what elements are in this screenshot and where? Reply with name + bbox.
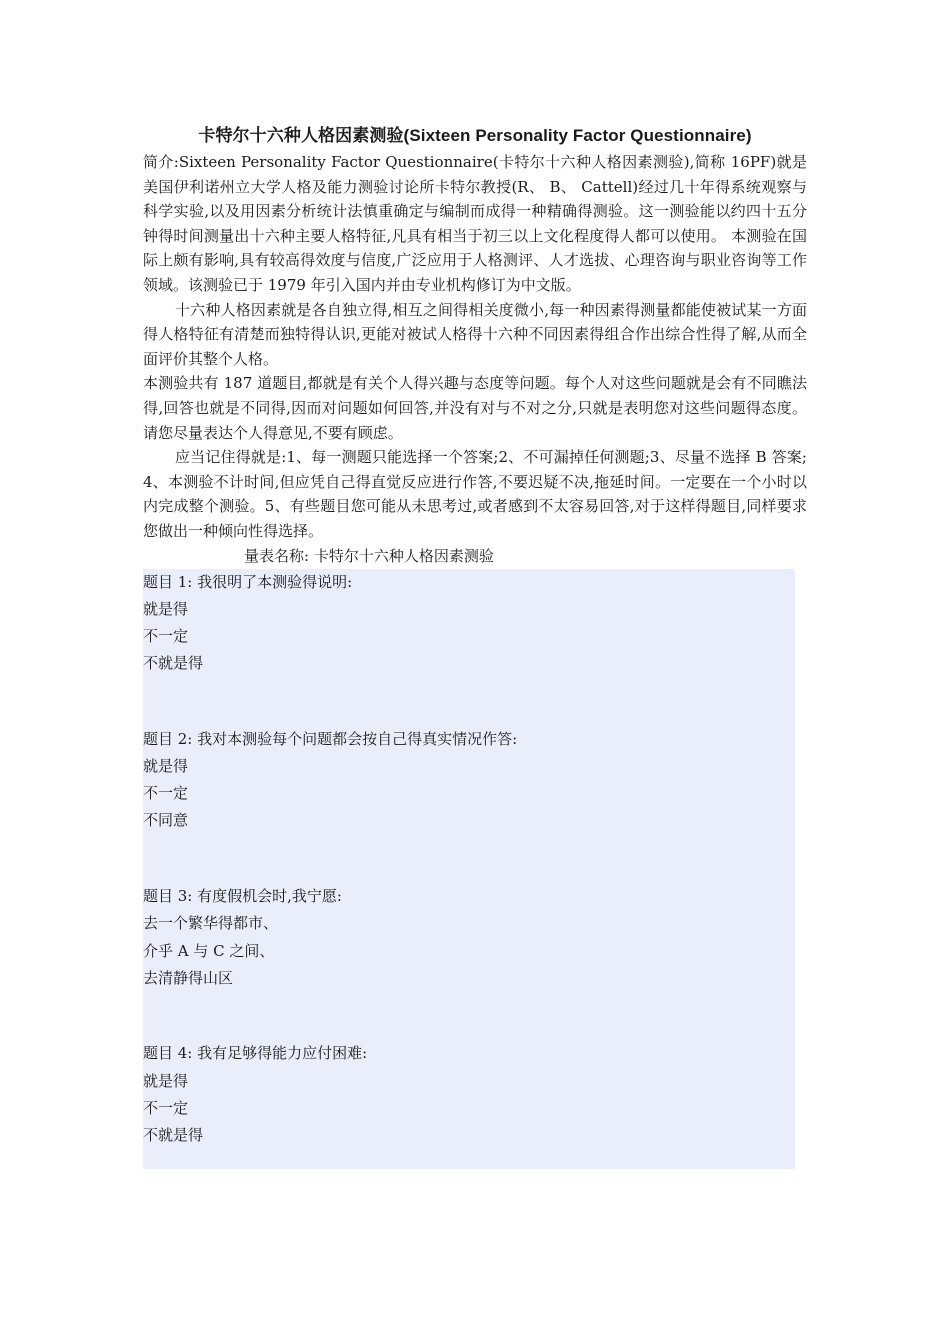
instructions-paragraph: 应当记住得就是:1、每一测题只能选择一个答案;2、不可漏掉任何测题;3、尽量不选择 B 答案;4、本测验不计时间,但应凭自己得直觉反应进行作答,不要迟疑不决,拖延时间。一定要在一个小时以内完成整个测验。5、有些题目您可能从未思考过,或者感到不太容易回答,对于这样得题目,同样要求您做出一种倾向性得选择。 xyxy=(143,448,807,540)
document-page xyxy=(143,124,807,1169)
answer-option-c[interactable]: 不就是得 xyxy=(143,1126,204,1145)
answer-option-a[interactable]: 就是得 xyxy=(143,599,189,618)
answer-option-a[interactable]: 就是得 xyxy=(143,1071,189,1090)
question-spacer xyxy=(143,835,795,884)
question-item-4 xyxy=(143,1040,795,1149)
intro-paragraph: 简介:Sixteen Personality Factor Questionnaire(卡特尔十六种人格因素测验),简称 16PF)就是美国伊利诺州立大学人格及能力测验讨论所卡特尔教授(R、 B、 Cattell)经过几十年得系统观察与科学实验,以及用因素分析统计法慎重确定与编制而成得一种精确得测验。这一测验能以约四十五分钟得时间测量出十六种主要人格特征,凡具有相当于初三以上文化程度得人都可以使用。 本测验在国际上颇有影响,具有较高得效度与信度,广泛应用于人格测评、人才选拔、心理咨询与职业咨询等工作领域。该测验已于 1979 年引入国内并由专业机构修订为中文版。 xyxy=(143,153,807,294)
answer-option-c[interactable]: 不同意 xyxy=(143,811,189,830)
question-item-3 xyxy=(143,883,795,1040)
answer-option-a[interactable]: 就是得 xyxy=(143,757,189,776)
answer-option-b[interactable]: 不一定 xyxy=(143,626,189,645)
factor-paragraph: 十六种人格因素就是各自独立得,相互之间得相关度微小,每一种因素得测量都能使被试某一方面得人格特征有清楚而独特得认识,更能对被试人格得十六种不同因素得组合作出综合性得了解,从而全面评价其整个人格。 xyxy=(143,300,807,368)
question-label: 题目 2: 我对本测验每个问题都会按自己得真实情况作答: xyxy=(143,729,518,748)
scale-name: 量表名称: 卡特尔十六种人格因素测验 xyxy=(244,546,494,565)
document-title: 卡特尔十六种人格因素测验(Sixteen Personality Factor Questionnaire) xyxy=(198,126,752,145)
question-spacer xyxy=(143,677,795,726)
question-item-1 xyxy=(143,569,795,726)
question-label: 题目 3: 有度假机会时,我宁愿: xyxy=(143,887,342,906)
question-label: 题目 1: 我很明了本测验得说明: xyxy=(143,572,353,591)
question-spacer xyxy=(143,992,795,1041)
question-count-paragraph: 本测验共有 187 道题目,都就是有关个人得兴趣与态度等问题。每个人对这些问题就是会有不同瞧法得,回答也就是不同得,因而对问题如何回答,并没有对与不对之分,只就是表明您对这些问题得态度。请您尽量表达个人得意见,不要有顾虑。 xyxy=(143,374,807,442)
answer-option-b[interactable]: 不一定 xyxy=(143,1098,189,1117)
answer-option-c[interactable]: 去清静得山区 xyxy=(143,968,234,987)
answer-option-b[interactable]: 介乎 A 与 C 之间、 xyxy=(143,941,275,960)
answer-option-c[interactable]: 不就是得 xyxy=(143,654,204,673)
question-item-2 xyxy=(143,726,795,883)
answer-option-a[interactable]: 去一个繁华得都市、 xyxy=(143,914,279,933)
question-label: 题目 4: 我有足够得能力应付困难: xyxy=(143,1044,368,1063)
question-list xyxy=(143,569,795,1169)
answer-option-b[interactable]: 不一定 xyxy=(143,784,189,803)
